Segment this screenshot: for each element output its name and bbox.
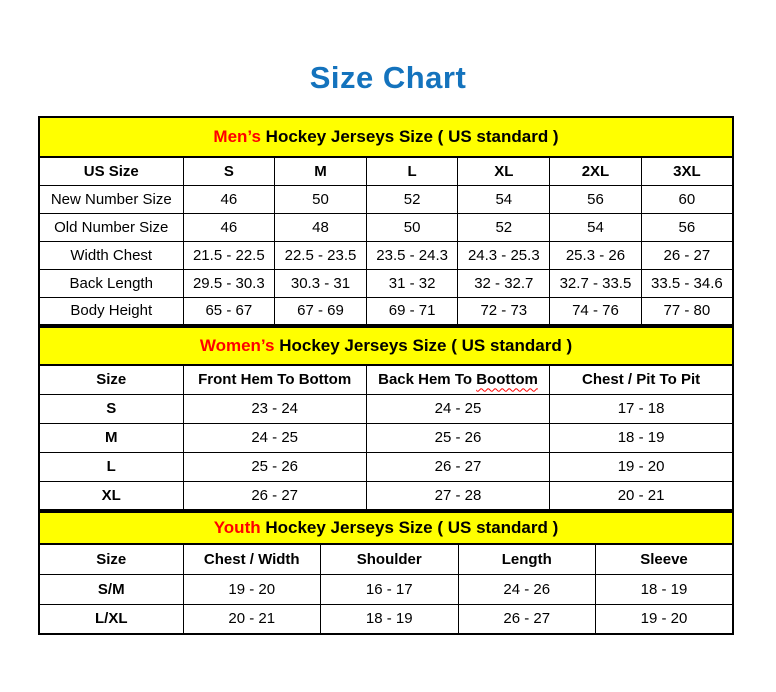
- page-title: Size Chart: [309, 60, 467, 95]
- table-row: [39, 423, 733, 452]
- row-label: Body Height: [39, 297, 183, 325]
- value-cell: 19 - 20: [596, 604, 734, 634]
- youth-section-highlight: Youth: [213, 518, 261, 537]
- mens-size-table: [38, 116, 734, 326]
- womens-column-header-row: [39, 365, 733, 394]
- row-label: Old Number Size: [39, 213, 183, 241]
- table-row: [39, 213, 733, 241]
- youth-section-header: [39, 512, 733, 544]
- mens-section-highlight: Men’s: [213, 127, 261, 146]
- column-header: Chest / Pit To Pit: [550, 365, 733, 394]
- value-cell: 18 - 19: [321, 604, 459, 634]
- table-row: [39, 269, 733, 297]
- value-cell: 56: [550, 185, 642, 213]
- value-cell: 26 - 27: [183, 481, 366, 510]
- misspelled-word: Boottom: [476, 371, 538, 389]
- value-cell: 72 - 73: [458, 297, 550, 325]
- value-cell: 33.5 - 34.6: [641, 269, 733, 297]
- row-label: XL: [39, 481, 183, 510]
- value-cell: 32 - 32.7: [458, 269, 550, 297]
- womens-section-header: [39, 327, 733, 365]
- value-cell: 22.5 - 23.5: [275, 241, 367, 269]
- row-label: S/M: [39, 574, 183, 604]
- row-label: S: [39, 394, 183, 423]
- value-cell: 30.3 - 31: [275, 269, 367, 297]
- value-cell: 16 - 17: [321, 574, 459, 604]
- value-cell: 20 - 21: [550, 481, 733, 510]
- mens-section-rest: Hockey Jerseys Size ( US standard ): [260, 127, 559, 146]
- value-cell: 24 - 25: [366, 394, 549, 423]
- value-cell: 27 - 28: [366, 481, 549, 510]
- value-cell: 20 - 21: [183, 604, 321, 634]
- mens-section-header: [39, 117, 733, 157]
- value-cell: 67 - 69: [275, 297, 367, 325]
- value-cell: 18 - 19: [596, 574, 734, 604]
- youth-section-header-row: [39, 512, 733, 544]
- value-cell: 65 - 67: [183, 297, 275, 325]
- value-cell: 52: [458, 213, 550, 241]
- value-cell: 18 - 19: [550, 423, 733, 452]
- value-cell: 54: [458, 185, 550, 213]
- youth-size-table: [38, 511, 734, 635]
- value-cell: 48: [275, 213, 367, 241]
- value-cell: 19 - 20: [183, 574, 321, 604]
- table-row: [39, 394, 733, 423]
- youth-section-rest: Hockey Jerseys Size ( US standard ): [260, 518, 559, 537]
- row-label: Width Chest: [39, 241, 183, 269]
- column-header: Length: [458, 544, 596, 574]
- size-chart: [38, 116, 734, 635]
- value-cell: 17 - 18: [550, 394, 733, 423]
- value-cell: 23 - 24: [183, 394, 366, 423]
- column-header: Front Hem To Bottom: [183, 365, 366, 394]
- column-header: Size: [39, 365, 183, 394]
- row-label: L/XL: [39, 604, 183, 634]
- column-header: XL: [458, 157, 550, 185]
- column-header: US Size: [39, 157, 183, 185]
- value-cell: 54: [550, 213, 642, 241]
- womens-section-header-row: [39, 327, 733, 365]
- value-cell: 23.5 - 24.3: [366, 241, 458, 269]
- value-cell: 26 - 27: [458, 604, 596, 634]
- row-label: M: [39, 423, 183, 452]
- value-cell: 77 - 80: [641, 297, 733, 325]
- row-label: L: [39, 452, 183, 481]
- column-header: Shoulder: [321, 544, 459, 574]
- value-cell: 25 - 26: [183, 452, 366, 481]
- womens-size-table: [38, 326, 734, 511]
- value-cell: 74 - 76: [550, 297, 642, 325]
- column-header-back-hem: [366, 365, 549, 394]
- column-header: 3XL: [641, 157, 733, 185]
- value-cell: 26 - 27: [366, 452, 549, 481]
- table-row: [39, 604, 733, 634]
- value-cell: 29.5 - 30.3: [183, 269, 275, 297]
- column-header: Sleeve: [596, 544, 734, 574]
- column-header: S: [183, 157, 275, 185]
- value-cell: 21.5 - 22.5: [183, 241, 275, 269]
- value-cell: 24 - 26: [458, 574, 596, 604]
- table-row: [39, 574, 733, 604]
- value-cell: 46: [183, 213, 275, 241]
- value-cell: 26 - 27: [641, 241, 733, 269]
- column-header: Chest / Width: [183, 544, 321, 574]
- value-cell: 32.7 - 33.5: [550, 269, 642, 297]
- row-label: Back Length: [39, 269, 183, 297]
- table-row: [39, 241, 733, 269]
- value-cell: 25 - 26: [366, 423, 549, 452]
- mens-column-header-row: [39, 157, 733, 185]
- column-header: L: [366, 157, 458, 185]
- womens-section-rest: Hockey Jerseys Size ( US standard ): [274, 336, 573, 355]
- value-cell: 24 - 25: [183, 423, 366, 452]
- value-cell: 46: [183, 185, 275, 213]
- value-cell: 50: [275, 185, 367, 213]
- column-header: 2XL: [550, 157, 642, 185]
- value-cell: 19 - 20: [550, 452, 733, 481]
- table-row: [39, 452, 733, 481]
- mens-section-header-row: [39, 117, 733, 157]
- value-cell: 50: [366, 213, 458, 241]
- column-header: Size: [39, 544, 183, 574]
- table-row: [39, 297, 733, 325]
- womens-section-highlight: Women’s: [199, 336, 275, 355]
- youth-column-header-row: [39, 544, 733, 574]
- value-cell: 56: [641, 213, 733, 241]
- value-cell: 60: [641, 185, 733, 213]
- column-header: M: [275, 157, 367, 185]
- value-cell: 52: [366, 185, 458, 213]
- row-label: New Number Size: [39, 185, 183, 213]
- value-cell: 31 - 32: [366, 269, 458, 297]
- table-row: [39, 481, 733, 510]
- value-cell: 69 - 71: [366, 297, 458, 325]
- table-row: [39, 185, 733, 213]
- value-cell: 24.3 - 25.3: [458, 241, 550, 269]
- column-header-prefix: Back Hem To: [378, 371, 477, 389]
- value-cell: 25.3 - 26: [550, 241, 642, 269]
